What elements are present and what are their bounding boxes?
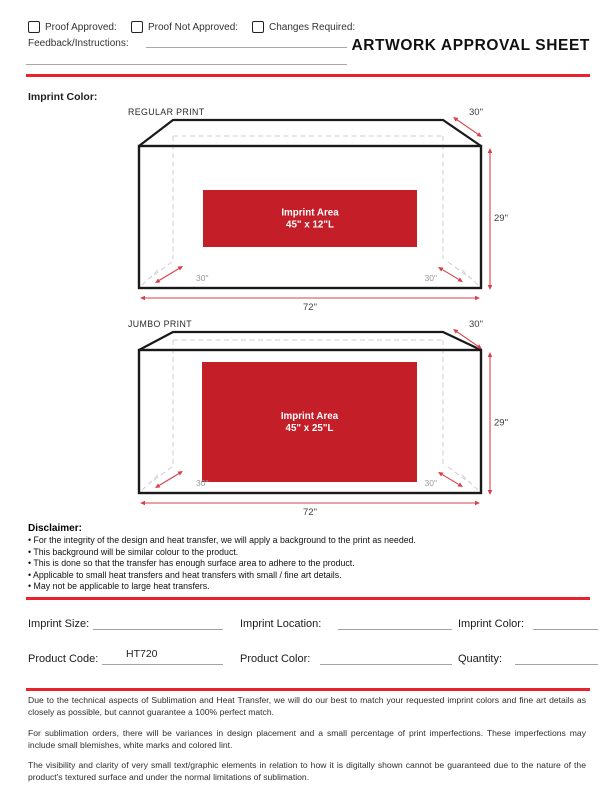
dim-corner-left-label: 30" bbox=[196, 478, 209, 488]
quantity-label: Quantity: bbox=[458, 653, 503, 665]
dim-height-label: 29" bbox=[494, 417, 508, 429]
imprint-area-label: Imprint Area bbox=[280, 411, 339, 422]
feedback-instructions-label: Feedback/Instructions: bbox=[28, 38, 129, 49]
corner-right-dim-arrow bbox=[438, 472, 463, 487]
dim-corner-right-label: 30" bbox=[424, 478, 437, 488]
product-code-input-line[interactable] bbox=[102, 664, 223, 665]
dim-width-label: 72" bbox=[303, 302, 317, 313]
page-title: ARTWORK APPROVAL SHEET bbox=[351, 37, 590, 54]
cover-top-outline bbox=[139, 332, 481, 350]
disclaimer-bullet: • This background will be similar colour to the product. bbox=[28, 546, 239, 557]
product-color-input-line[interactable] bbox=[320, 664, 452, 665]
corner-right-dim-arrow bbox=[438, 267, 463, 282]
width-dim-arrow bbox=[140, 501, 480, 506]
footer-paragraph-3: The visibility and clarity of very small text/graphic elements in relation to how it is digitally shown cannot be guaranteed due to the nature of the product's textured surface and under the normal limitations of sublimation. bbox=[28, 760, 586, 782]
diagram-title: JUMBO PRINT bbox=[128, 319, 193, 329]
checkbox-label: Proof Approved: bbox=[45, 21, 117, 33]
footer-paragraph-2: For sublimation orders, there will be variances in design placement and a small percentage of print imperfections. These imperfections may include small blemishes, white marks and colored lint. bbox=[28, 728, 586, 750]
cover-top-outline bbox=[139, 120, 481, 146]
disclaimer-bullet-list bbox=[28, 535, 573, 593]
checkbox-label: Proof Not Approved: bbox=[148, 21, 239, 33]
dim-top-depth-label: 30" bbox=[469, 107, 483, 118]
dim-width-label: 72" bbox=[303, 507, 317, 518]
diagram-title: REGULAR PRINT bbox=[128, 107, 205, 117]
imprint-area-size: 45" x 12"L bbox=[286, 219, 334, 231]
height-dim-arrow bbox=[488, 352, 493, 495]
disclaimer-bullet: • May not be applicable to large heat transfers. bbox=[28, 581, 210, 592]
imprint-area-size: 45" x 25"L bbox=[285, 423, 334, 434]
imprint-size-input-line[interactable] bbox=[93, 629, 223, 630]
imprint-area bbox=[202, 362, 417, 482]
dim-corner-left-label: 30" bbox=[196, 273, 209, 283]
disclaimer-bullet: • This is done so that the transfer has enough surface area to adhere to the product. bbox=[28, 558, 355, 569]
product-color-label: Product Color: bbox=[240, 653, 311, 665]
product-code-value: HT720 bbox=[126, 648, 158, 660]
width-dim-arrow bbox=[140, 296, 480, 301]
imprint-size-label: Imprint Size: bbox=[28, 618, 90, 630]
disclaimer-bullet: • For the integrity of the design and heat transfer, we will apply a background to the print as needed. bbox=[28, 535, 416, 545]
disclaimer-section bbox=[28, 523, 573, 593]
disclaimer-heading: Disclaimer: bbox=[28, 523, 82, 534]
product-code-label: Product Code: bbox=[28, 653, 99, 665]
corner-left-dim-arrow bbox=[155, 266, 183, 283]
imprint-area-label: Imprint Area bbox=[281, 207, 339, 219]
imprint-location-input-line[interactable] bbox=[338, 629, 452, 630]
checkbox-label: Changes Required: bbox=[269, 21, 356, 33]
imprint-color-input-line[interactable] bbox=[533, 629, 598, 630]
diagram-jumbo-print bbox=[128, 319, 508, 518]
dim-height-label: 29" bbox=[494, 213, 508, 224]
corner-left-dim-arrow bbox=[155, 471, 183, 488]
disclaimer-bullet: • Applicable to small heat transfers and heat transfers with small / fine art details. bbox=[28, 569, 342, 580]
diagram-regular-print bbox=[128, 107, 508, 313]
imprint-color-label: Imprint Color: bbox=[458, 618, 525, 630]
dim-corner-right-label: 30" bbox=[424, 273, 437, 283]
imprint-area bbox=[203, 190, 417, 247]
top-depth-dim-arrow bbox=[453, 117, 482, 137]
imprint-location-label: Imprint Location: bbox=[240, 618, 322, 630]
height-dim-arrow bbox=[488, 148, 493, 290]
footer-paragraph-1: Due to the technical aspects of Sublimation and Heat Transfer, we will do our best to match your requested imprint colors and fine art details as closely as possible, but cannot guarantee a 100% perfect match. bbox=[28, 695, 586, 717]
dim-top-depth-label: 30" bbox=[469, 319, 483, 330]
imprint-color-heading: Imprint Color: bbox=[28, 91, 98, 103]
quantity-input-line[interactable] bbox=[515, 664, 598, 665]
